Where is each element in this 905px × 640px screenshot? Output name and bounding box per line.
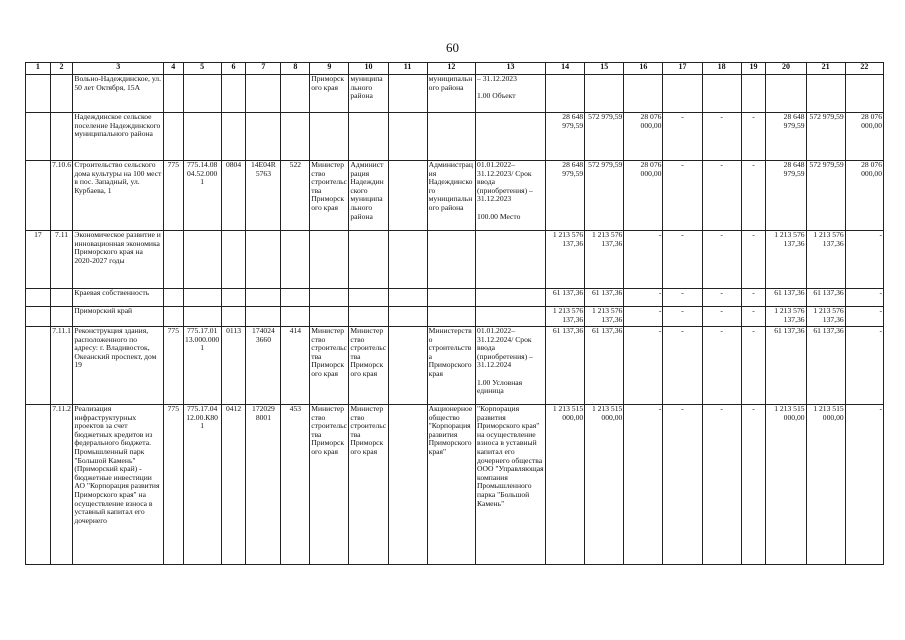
table-cell-col-22 <box>845 75 883 113</box>
column-header: 7 <box>246 63 281 75</box>
table-cell-col-22: - <box>845 231 883 289</box>
table-cell-col-10 <box>349 307 388 327</box>
table-cell-col-7 <box>246 113 281 161</box>
table-cell-col-15: 61 137,36 <box>585 327 624 405</box>
table-cell-col-17: - <box>663 161 702 231</box>
column-header: 10 <box>349 63 388 75</box>
table-cell-col-14: 28 648 979,59 <box>546 113 585 161</box>
table-cell-col-3: Экономическое развитие и инновационная экономика Приморского края на 2020-2027 годы <box>73 231 164 289</box>
table-cell-col-2: 7.10.6 <box>50 161 73 231</box>
table-cell-col-20 <box>766 75 806 113</box>
table-cell-col-6 <box>221 231 246 289</box>
table-cell-col-10: Министерство строительства Приморского края <box>349 405 388 565</box>
column-header: 6 <box>221 63 246 75</box>
table-cell-col-6: 0804 <box>221 161 246 231</box>
table-cell-col-5 <box>183 289 221 307</box>
table-row <box>26 289 884 307</box>
table-cell-col-22: - <box>845 405 883 565</box>
table-cell-col-22: 28 076 000,00 <box>845 113 883 161</box>
column-header: 21 <box>806 63 845 75</box>
table-cell-col-17: - <box>663 289 702 307</box>
table-cell-col-10 <box>349 289 388 307</box>
table-cell-col-10 <box>349 231 388 289</box>
table-cell-col-8 <box>281 307 310 327</box>
table-cell-col-12 <box>427 289 475 307</box>
table-cell-col-19: - <box>741 113 766 161</box>
table-cell-col-7 <box>246 307 281 327</box>
table-cell-col-22: - <box>845 327 883 405</box>
table-cell-col-9 <box>310 289 349 307</box>
table-cell-col-22: 28 076 000,00 <box>845 161 883 231</box>
table-cell-col-16: - <box>624 307 663 327</box>
table-cell-col-1 <box>26 405 51 565</box>
table-cell-col-6: 0113 <box>221 327 246 405</box>
budget-table <box>25 62 884 565</box>
table-cell-col-12 <box>427 113 475 161</box>
column-header: 13 <box>476 63 546 75</box>
table-cell-col-15: 61 137,36 <box>585 289 624 307</box>
table-cell-col-20: 28 648 979,59 <box>766 161 806 231</box>
table-cell-col-14: 1 213 576 137,36 <box>546 307 585 327</box>
table-cell-col-9 <box>310 231 349 289</box>
table-cell-col-5 <box>183 113 221 161</box>
table-cell-col-5 <box>183 307 221 327</box>
table-cell-col-8 <box>281 113 310 161</box>
table-cell-col-4 <box>164 231 184 289</box>
table-cell-col-10: муниципального района <box>349 75 388 113</box>
table-cell-col-12: муниципального района <box>427 75 475 113</box>
table-cell-col-11 <box>388 75 427 113</box>
table-cell-col-20: 1 213 515 000,00 <box>766 405 806 565</box>
table-cell-col-11 <box>388 307 427 327</box>
column-header: 12 <box>427 63 475 75</box>
table-cell-col-5: 775.14.08 04.52.000 1 <box>183 161 221 231</box>
table-cell-col-21: 572 979,59 <box>806 113 845 161</box>
table-cell-col-13: 01.01.2022–31.12.2023/ Срок ввода (приобретения) – 31.12.2023 100.00 Место <box>476 161 546 231</box>
column-header: 11 <box>388 63 427 75</box>
table-cell-col-3: Вольно-Надеждинское, ул. 50 лет Октября, 15А <box>73 75 164 113</box>
table-cell-col-8 <box>281 289 310 307</box>
table-cell-col-4: 775 <box>164 405 184 565</box>
table-cell-col-16: - <box>624 327 663 405</box>
column-header: 15 <box>585 63 624 75</box>
column-header: 22 <box>845 63 883 75</box>
table-cell-col-3: Реконструкция здания, расположенного по адресу: г. Владивосток, Океанский проспект, дом 19 <box>73 327 164 405</box>
table-cell-col-18 <box>702 75 741 113</box>
table-cell-col-17: - <box>663 327 702 405</box>
table-row <box>26 307 884 327</box>
table-header-row <box>26 63 884 75</box>
table-cell-col-19: - <box>741 161 766 231</box>
table-row <box>26 161 884 231</box>
column-header: 4 <box>164 63 184 75</box>
column-header: 8 <box>281 63 310 75</box>
table-cell-col-21: 61 137,36 <box>806 327 845 405</box>
table-cell-col-21: 1 213 576 137,36 <box>806 231 845 289</box>
table-cell-col-7: 174024 3660 <box>246 327 281 405</box>
table-cell-col-17: - <box>663 405 702 565</box>
table-cell-col-14: 61 137,36 <box>546 327 585 405</box>
table-cell-col-5 <box>183 75 221 113</box>
table-cell-col-9 <box>310 307 349 327</box>
table-cell-col-10: Министерство строительства Приморского края <box>349 327 388 405</box>
table-cell-col-11 <box>388 113 427 161</box>
table-cell-col-2 <box>50 75 73 113</box>
table-cell-col-3: Приморский край <box>73 307 164 327</box>
table-cell-col-1 <box>26 113 51 161</box>
table-cell-col-17 <box>663 75 702 113</box>
table-cell-col-11 <box>388 231 427 289</box>
table-cell-col-13 <box>476 307 546 327</box>
table-cell-col-18: - <box>702 161 741 231</box>
table-cell-col-18: - <box>702 405 741 565</box>
column-header: 17 <box>663 63 702 75</box>
table-cell-col-11 <box>388 405 427 565</box>
table-cell-col-4: 775 <box>164 161 184 231</box>
table-cell-col-19: - <box>741 289 766 307</box>
table-cell-col-12: Администрация Надеждинского муниципального района <box>427 161 475 231</box>
table-cell-col-4 <box>164 75 184 113</box>
table-cell-col-1: 17 <box>26 231 51 289</box>
table-cell-col-20: 1 213 576 137,36 <box>766 231 806 289</box>
table-cell-col-22: - <box>845 289 883 307</box>
table-cell-col-18: - <box>702 289 741 307</box>
table-cell-col-4 <box>164 113 184 161</box>
table-cell-col-15: 1 213 576 137,36 <box>585 307 624 327</box>
table-cell-col-14: 28 648 979,59 <box>546 161 585 231</box>
table-row <box>26 405 884 565</box>
table-cell-col-4 <box>164 289 184 307</box>
table-cell-col-4 <box>164 307 184 327</box>
column-header: 9 <box>310 63 349 75</box>
table-cell-col-5 <box>183 231 221 289</box>
column-header: 1 <box>26 63 51 75</box>
table-row <box>26 231 884 289</box>
table-cell-col-3: Краевая собственность <box>73 289 164 307</box>
table-cell-col-12 <box>427 307 475 327</box>
table-cell-col-13: – 31.12.2023 1.00 Объект <box>476 75 546 113</box>
table-cell-col-21 <box>806 75 845 113</box>
table-cell-col-20: 1 213 576 137,36 <box>766 307 806 327</box>
table-cell-col-1 <box>26 327 51 405</box>
table-cell-col-8: 453 <box>281 405 310 565</box>
table-cell-col-2 <box>50 307 73 327</box>
table-cell-col-17: - <box>663 307 702 327</box>
table-cell-col-19 <box>741 75 766 113</box>
column-header: 16 <box>624 63 663 75</box>
column-header: 5 <box>183 63 221 75</box>
table-cell-col-2 <box>50 113 73 161</box>
table-cell-col-15: 1 213 576 137,36 <box>585 231 624 289</box>
table-cell-col-14: 1 213 515 000,00 <box>546 405 585 565</box>
table-cell-col-13 <box>476 289 546 307</box>
table-cell-col-20: 61 137,36 <box>766 289 806 307</box>
table-cell-col-2: 7.11.1 <box>50 327 73 405</box>
page-number: 60 <box>446 40 459 55</box>
table-cell-col-19: - <box>741 307 766 327</box>
table-cell-col-5: 775.17.04 12.00.К80 1 <box>183 405 221 565</box>
table-cell-col-1 <box>26 289 51 307</box>
table-cell-col-1 <box>26 75 51 113</box>
table-cell-col-2 <box>50 289 73 307</box>
table-cell-col-10: Администрация Надеждинского муниципального района <box>349 161 388 231</box>
table-cell-col-6 <box>221 113 246 161</box>
table-cell-col-3: Надеждинское сельское поселение Надеждинского муниципального района <box>73 113 164 161</box>
table-cell-col-15 <box>585 75 624 113</box>
column-header: 2 <box>50 63 73 75</box>
table-cell-col-3: Строительство сельского дома культуры на 100 мест в пос. Западный, ул. Курбаева, 1 <box>73 161 164 231</box>
table-cell-col-17: - <box>663 113 702 161</box>
table-cell-col-8 <box>281 75 310 113</box>
table-cell-col-18: - <box>702 113 741 161</box>
table-cell-col-7: 14Е04R 5763 <box>246 161 281 231</box>
table-cell-col-1 <box>26 161 51 231</box>
table-cell-col-13: "Корпорация развития Приморского края" на осуществление взноса в уставный капитал его дочернего общества ООО "Управляющая компания Промышленного парка "Большой Камень" <box>476 405 546 565</box>
table-cell-col-20: 28 648 979,59 <box>766 113 806 161</box>
table-cell-col-16: 28 076 000,00 <box>624 113 663 161</box>
table-cell-col-6: 0412 <box>221 405 246 565</box>
table-cell-col-12: Акционерное общество "Корпорация развития Приморского края" <box>427 405 475 565</box>
table-cell-col-13 <box>476 113 546 161</box>
table-cell-col-16: 28 076 000,00 <box>624 161 663 231</box>
table-cell-col-8: 414 <box>281 327 310 405</box>
column-header: 14 <box>546 63 585 75</box>
table-cell-col-15: 572 979,59 <box>585 113 624 161</box>
table-cell-col-8 <box>281 231 310 289</box>
table-cell-col-4: 775 <box>164 327 184 405</box>
table-cell-col-11 <box>388 161 427 231</box>
table-cell-col-7: 172029 8001 <box>246 405 281 565</box>
table-cell-col-11 <box>388 327 427 405</box>
table-cell-col-16: - <box>624 231 663 289</box>
table-cell-col-18: - <box>702 327 741 405</box>
table-cell-col-6 <box>221 289 246 307</box>
table-cell-col-22: - <box>845 307 883 327</box>
table-cell-col-13 <box>476 231 546 289</box>
column-header: 18 <box>702 63 741 75</box>
table-cell-col-21: 61 137,36 <box>806 289 845 307</box>
column-header: 20 <box>766 63 806 75</box>
table-cell-col-16: - <box>624 289 663 307</box>
table-cell-col-14: 61 137,36 <box>546 289 585 307</box>
table-cell-col-2: 7.11 <box>50 231 73 289</box>
table-cell-col-21: 1 213 576 137,36 <box>806 307 845 327</box>
table-cell-col-21: 572 979,59 <box>806 161 845 231</box>
table-cell-col-19: - <box>741 231 766 289</box>
table-cell-col-14: 1 213 576 137,36 <box>546 231 585 289</box>
table-cell-col-6 <box>221 307 246 327</box>
table-cell-col-2: 7.11.2 <box>50 405 73 565</box>
table-cell-col-11 <box>388 289 427 307</box>
table-cell-col-16 <box>624 75 663 113</box>
table-cell-col-3: Реализация инфраструктурных проектов за счет бюджетных кредитов из федерального бюджета. Промышленный парк "Большой Камень" (Приморский край) - бюджетные инвестиции АО "Корпорация развития Приморского края" на осуществление взноса в уставный капитал его дочернего <box>73 405 164 565</box>
table-cell-col-19: - <box>741 327 766 405</box>
table-row <box>26 113 884 161</box>
table-cell-col-18: - <box>702 307 741 327</box>
column-header: 3 <box>73 63 164 75</box>
table-cell-col-9: Министерство строительства Приморского края <box>310 161 349 231</box>
table-cell-col-1 <box>26 307 51 327</box>
table-row <box>26 327 884 405</box>
table-cell-col-9: Министерство строительства Приморского края <box>310 405 349 565</box>
table-cell-col-16: - <box>624 405 663 565</box>
table-cell-col-15: 572 979,59 <box>585 161 624 231</box>
table-cell-col-12 <box>427 231 475 289</box>
table-cell-col-15: 1 213 515 000,00 <box>585 405 624 565</box>
table-cell-col-20: 61 137,36 <box>766 327 806 405</box>
table-cell-col-5: 775.17.01 13.000.000 1 <box>183 327 221 405</box>
table-body <box>26 75 884 565</box>
table-cell-col-17: - <box>663 231 702 289</box>
table-cell-col-21: 1 213 515 000,00 <box>806 405 845 565</box>
table-cell-col-10 <box>349 113 388 161</box>
table-cell-col-9 <box>310 113 349 161</box>
table-cell-col-13: 01.01.2022–31.12.2024/ Срок ввода (приобретения) – 31.12.2024 1.00 Условная единица <box>476 327 546 405</box>
table-cell-col-6 <box>221 75 246 113</box>
table-cell-col-12: Министерство строительства Приморского края <box>427 327 475 405</box>
table-cell-col-9: Министерство строительства Приморского края <box>310 327 349 405</box>
table-row <box>26 75 884 113</box>
column-header: 19 <box>741 63 766 75</box>
table-cell-col-7 <box>246 231 281 289</box>
table-cell-col-7 <box>246 75 281 113</box>
table-cell-col-19: - <box>741 405 766 565</box>
table-cell-col-8: 522 <box>281 161 310 231</box>
table-cell-col-18: - <box>702 231 741 289</box>
table-cell-col-14 <box>546 75 585 113</box>
table-cell-col-7 <box>246 289 281 307</box>
table-cell-col-9: Приморского края <box>310 75 349 113</box>
